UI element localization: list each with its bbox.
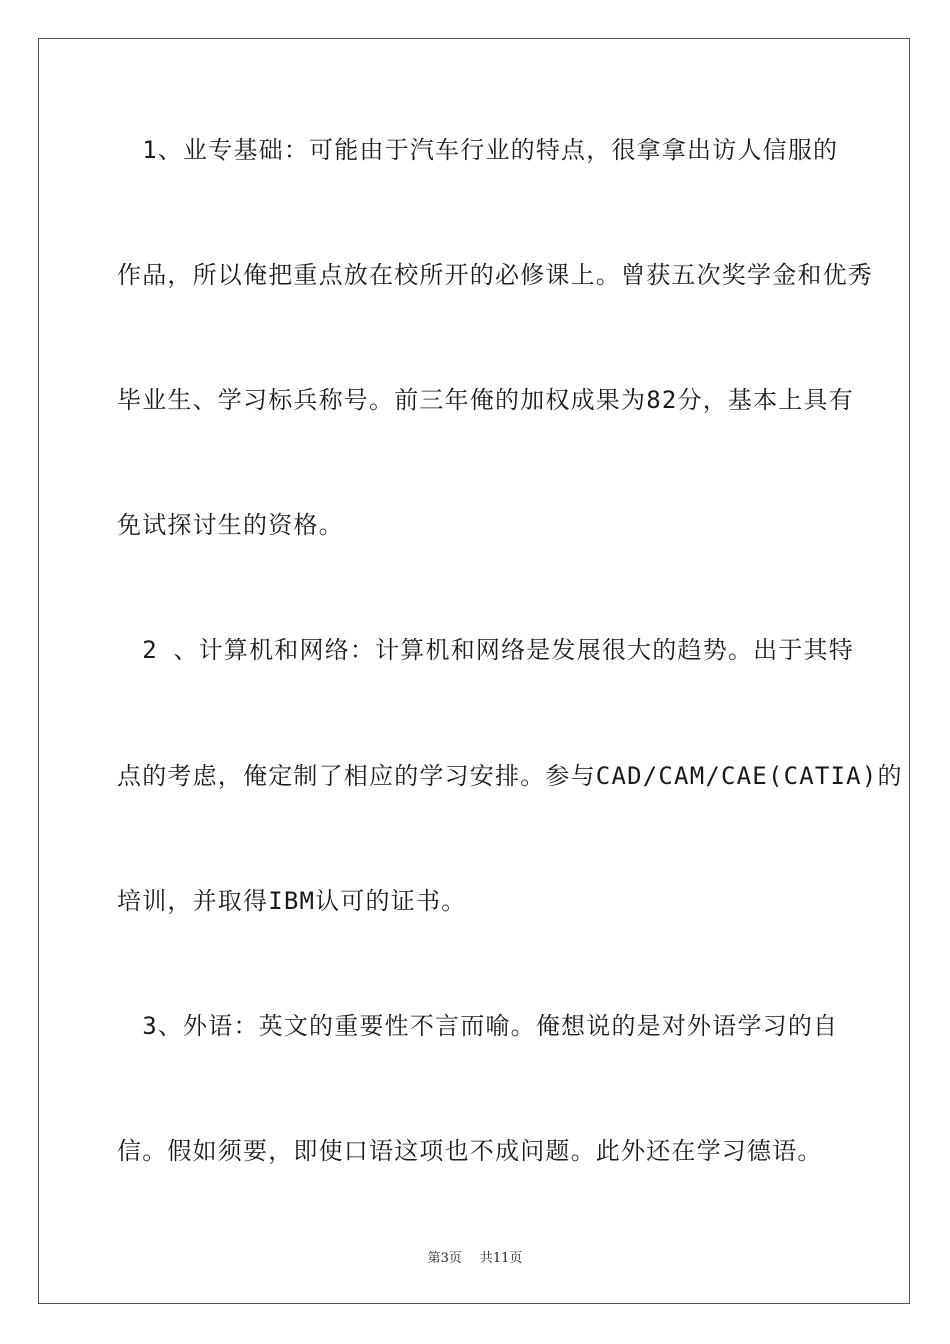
page-border bbox=[38, 38, 910, 1304]
text-line: 3、外语：英文的重要性不言而喻。俺想说的是对外语学习的自 bbox=[117, 1012, 839, 1040]
text-line: 毕业生、学习标兵称号。前三年俺的加权成果为82分，基本上具有 bbox=[117, 386, 854, 414]
text-line: 点的考虑，俺定制了相应的学习安排。参与CAD/CAM/CAE(CATIA)的 bbox=[117, 762, 903, 790]
text-line: 2 、计算机和网络：计算机和网络是发展很大的趋势。出于其特 bbox=[117, 636, 854, 664]
text-line: 免试探讨生的资格。 bbox=[117, 511, 344, 539]
text-line: 培训，并取得IBM认可的证书。 bbox=[117, 887, 467, 915]
page-total: 共11页 bbox=[479, 1251, 523, 1266]
page-number: 第3页 bbox=[427, 1251, 462, 1266]
text-line: 1、业专基础：可能由于汽车行业的特点，很拿拿出访人信服的 bbox=[117, 136, 839, 164]
text-line: 作品，所以俺把重点放在校所开的必修课上。曾获五次奖学金和优秀 bbox=[117, 261, 873, 289]
text-line: 信。假如须要，即使口语这项也不成问题。此外还在学习德语。 bbox=[117, 1137, 823, 1165]
page-footer bbox=[0, 1247, 950, 1266]
